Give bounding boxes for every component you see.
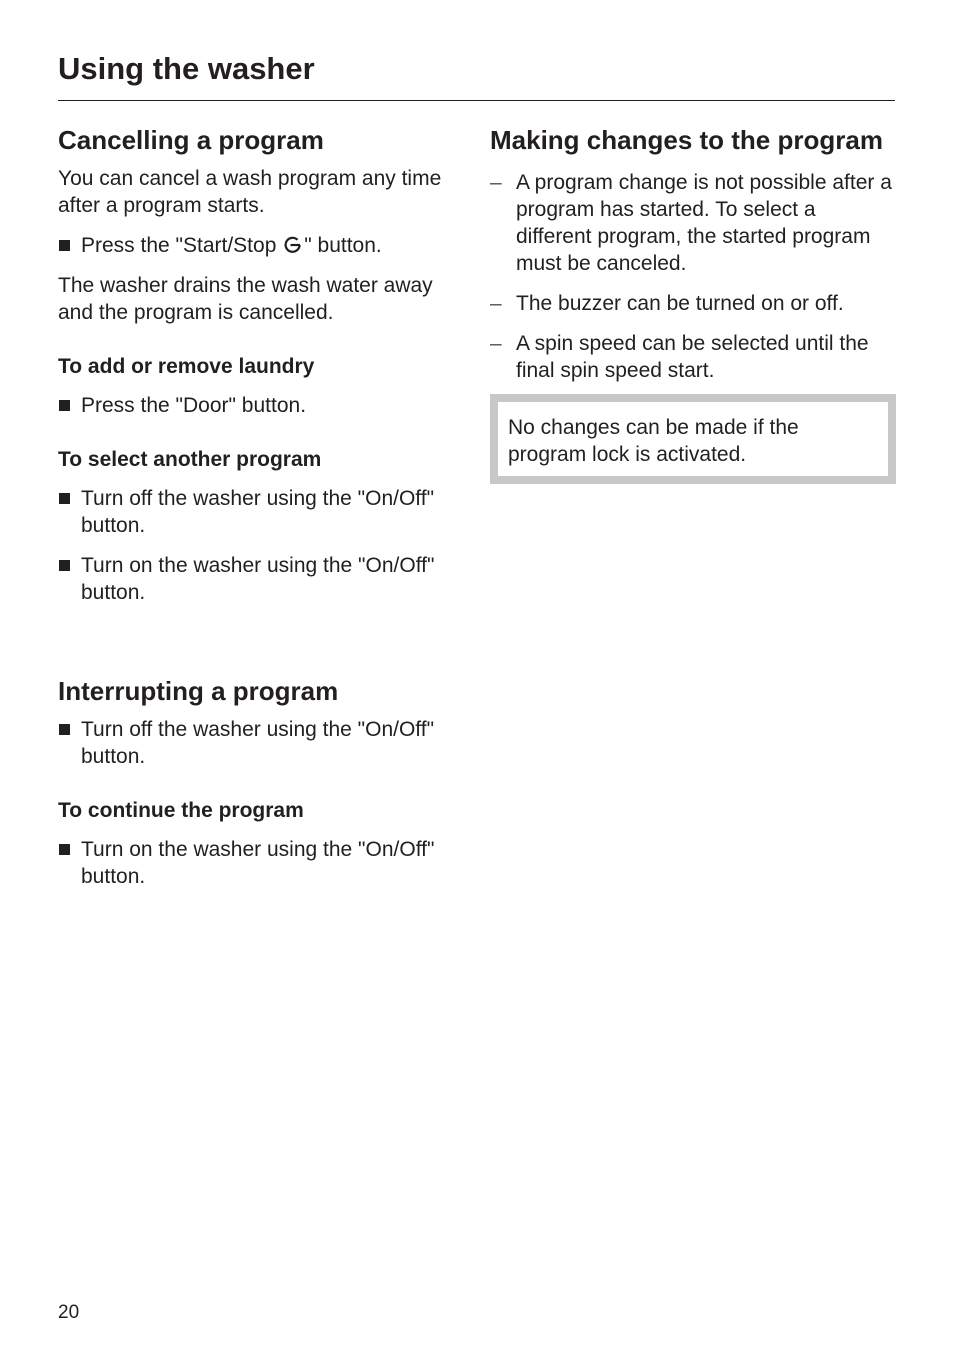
continue-steps bbox=[58, 836, 468, 890]
item-text: A program change is not possible after a program has started. To select a different program, the started program must be canceled. bbox=[516, 171, 892, 275]
start-stop-icon bbox=[284, 236, 302, 254]
cancelling-intro: You can cancel a wash program any time after a program starts. bbox=[58, 167, 442, 217]
continue-heading: To continue the program bbox=[58, 799, 304, 822]
bullet-square-icon bbox=[59, 400, 70, 411]
page-number: 20 bbox=[58, 1302, 80, 1323]
bullet-square-icon bbox=[59, 560, 70, 571]
list-item bbox=[58, 552, 468, 606]
list-item bbox=[58, 485, 468, 539]
dash-marker: – bbox=[490, 292, 502, 315]
page-title: Using the washer bbox=[58, 51, 315, 86]
list-item bbox=[490, 169, 896, 277]
left-column bbox=[58, 124, 468, 903]
interrupting-heading: Interrupting a program bbox=[58, 676, 339, 706]
right-column bbox=[490, 124, 896, 484]
add-remove-steps bbox=[58, 392, 468, 419]
cancelling-section bbox=[58, 124, 468, 606]
select-another-steps bbox=[58, 485, 468, 606]
bullet-square-icon bbox=[59, 724, 70, 735]
title-divider bbox=[58, 100, 895, 101]
list-item bbox=[58, 232, 468, 259]
cancelling-heading: Cancelling a program bbox=[58, 125, 324, 155]
select-another-heading: To select another program bbox=[58, 448, 322, 471]
bullet-square-icon bbox=[59, 240, 70, 251]
add-remove-heading: To add or remove laundry bbox=[58, 355, 315, 378]
cancelling-steps bbox=[58, 232, 468, 259]
list-item bbox=[490, 290, 896, 317]
step-text: Press the "Door" button. bbox=[81, 394, 307, 417]
step-text: Turn off the washer using the "On/Off" button. bbox=[81, 487, 435, 537]
changes-list bbox=[490, 169, 896, 384]
changes-section bbox=[490, 124, 896, 484]
changes-heading: Making changes to the program bbox=[490, 125, 883, 155]
interrupting-steps bbox=[58, 716, 468, 770]
step-text-prefix: Press the "Start/Stop bbox=[81, 234, 277, 257]
dash-marker: – bbox=[490, 332, 502, 355]
step-text-suffix: " button. bbox=[304, 234, 382, 257]
bullet-square-icon bbox=[59, 844, 70, 855]
dash-marker: – bbox=[490, 171, 502, 194]
step-text: Turn off the washer using the "On/Off" button. bbox=[81, 718, 435, 768]
list-item bbox=[58, 716, 468, 770]
item-text: A spin speed can be selected until the final spin speed start. bbox=[516, 332, 869, 382]
interrupting-section bbox=[58, 675, 468, 890]
bullet-square-icon bbox=[59, 493, 70, 504]
item-text: The buzzer can be turned on or off. bbox=[516, 292, 844, 315]
note-text: No changes can be made if the program lock is activated. bbox=[508, 416, 799, 466]
list-item bbox=[490, 330, 896, 384]
step-text: Turn on the washer using the "On/Off" button. bbox=[81, 838, 435, 888]
list-item bbox=[58, 392, 468, 419]
step-text: Turn on the washer using the "On/Off" button. bbox=[81, 554, 435, 604]
cancelling-result: The washer drains the wash water away and the program is cancelled. bbox=[58, 274, 433, 324]
note-box bbox=[490, 394, 896, 484]
list-item bbox=[58, 836, 468, 890]
